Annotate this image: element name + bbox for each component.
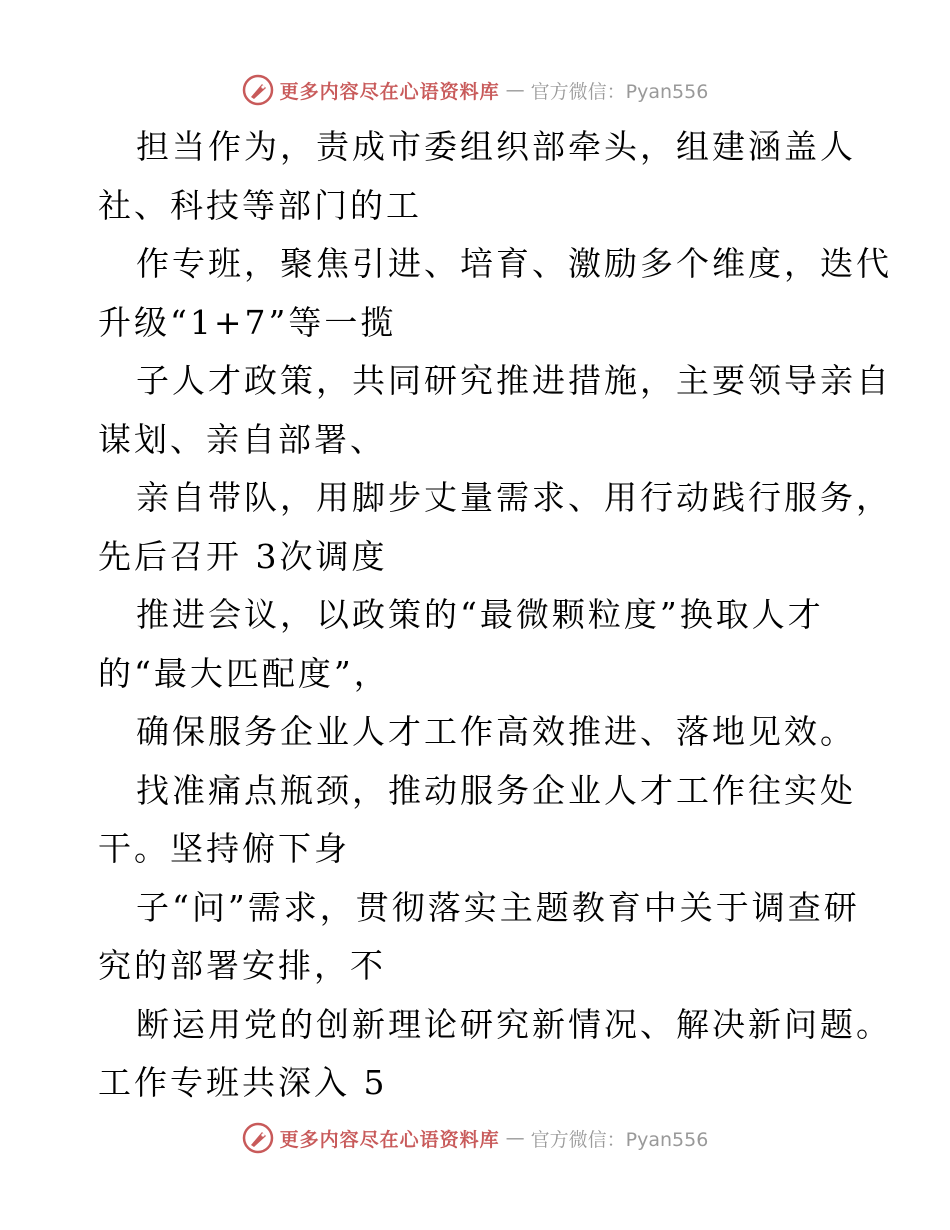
watermark-main-text: 更多内容尽在心语资料库	[279, 1128, 500, 1151]
text-line: 作专班，聚焦引进、培育、激励多个维度，迭代	[136, 244, 892, 283]
text-line: 亲自带队，用脚步丈量需求、用行动践行服务，	[136, 478, 892, 517]
text-line: 子“问”需求，贯彻落实主题教育中关于调查研	[136, 887, 860, 927]
text-line: 升级“1+7”等一揽	[98, 302, 397, 342]
watermark-main-text: 更多内容尽在心语资料库	[279, 80, 500, 103]
text-line: 担当作为，责成市委组织部牵头，组建涵盖人	[136, 127, 856, 166]
text-line: 谋划、亲自部署、	[98, 419, 386, 459]
text-line: 推进会议，以政策的“最微颗粒度”换取人才	[136, 595, 824, 634]
text-line: 社、科技等部门的工	[98, 185, 422, 225]
footer-watermark	[0, 1118, 950, 1158]
watermark-separator: —	[505, 1127, 525, 1149]
document-body	[98, 118, 892, 1113]
text-line: 断运用党的创新理论研究新情况、解决新问题。	[136, 1004, 892, 1044]
text-line: 子人才政策，共同研究推进措施，主要领导亲自	[136, 361, 892, 400]
watermark-separator: —	[505, 79, 525, 101]
pen-nib-icon	[242, 74, 274, 106]
text-line: 干。坚持俯下身	[98, 829, 350, 868]
header-watermark	[0, 70, 950, 110]
text-line: 的“最大匹配度”，	[98, 653, 390, 693]
watermark-wechat: 官方微信：Pyan556	[530, 1128, 709, 1151]
watermark-wechat: 官方微信：Pyan556	[530, 80, 709, 103]
text-line: 找准痛点瓶颈，推动服务企业人才工作往实处	[136, 770, 856, 810]
text-line: 确保服务企业人才工作高效推进、落地见效。	[136, 712, 856, 751]
text-line: 究的部署安排，不	[98, 946, 386, 985]
pen-nib-icon	[242, 1122, 274, 1154]
text-line: 工作专班共深入 5	[98, 1063, 388, 1102]
text-line: 先后召开 3次调度	[98, 536, 388, 576]
